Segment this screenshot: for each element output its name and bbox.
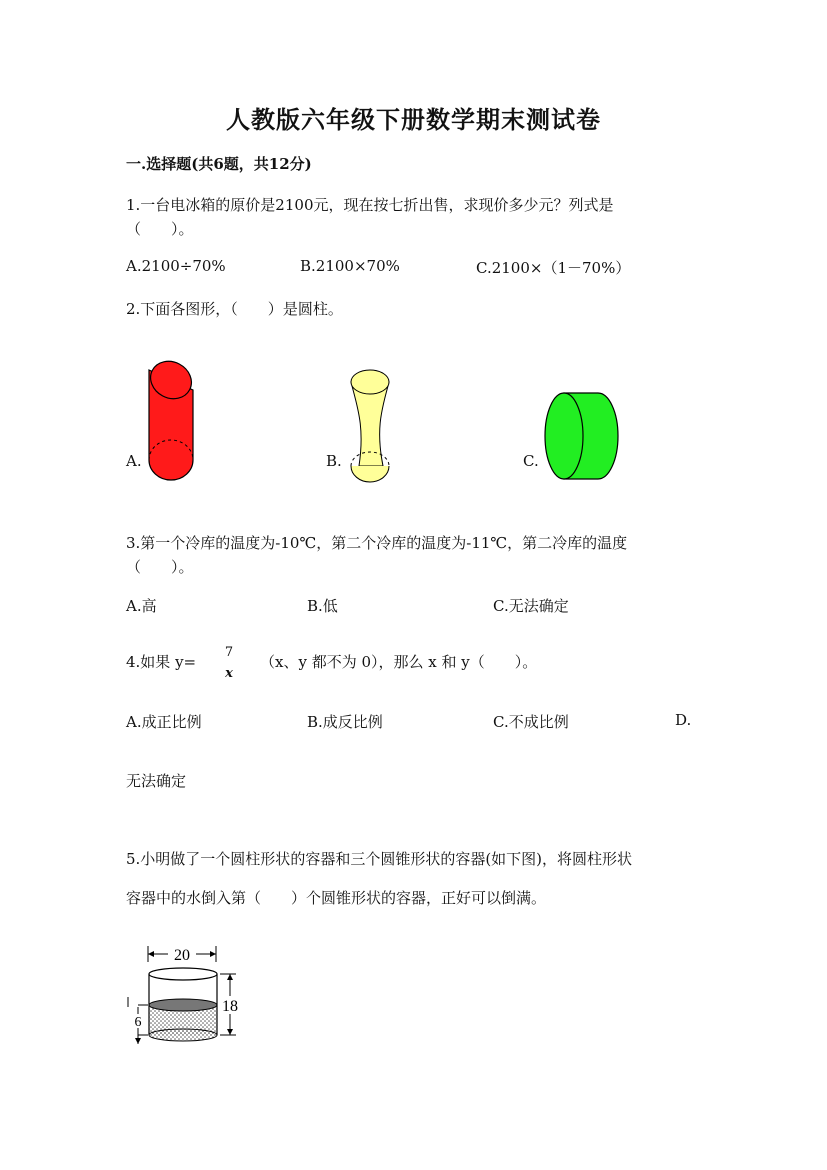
hourglass-shape-figure (345, 366, 395, 488)
q1-option-b: B.2100×70% (300, 257, 400, 275)
q4-prefix: 4.如果 y= (126, 653, 197, 671)
cylinder-container-figure (124, 940, 254, 1055)
q1-text: 1.一台电冰箱的原价是2100元，现在按七折出售，求现价多少元？列式是 (126, 196, 614, 214)
width-label: 20 (174, 947, 190, 964)
q2-option-b: B. (326, 452, 342, 470)
q2-option-c: C. (523, 452, 539, 470)
q4-option-a: A.成正比例 (126, 713, 202, 731)
q3-option-a: A.高 (126, 597, 157, 615)
q3-text: 3.第一个冷库的温度为-10℃，第二个冷库的温度为-11℃，第二冷库的温度 (126, 534, 628, 552)
q4-option-c: C.不成比例 (493, 713, 569, 731)
page-title: 人教版六年级下册数学期末测试卷 (226, 105, 601, 134)
water-height-label: 6 (134, 1015, 142, 1030)
q1-option-a: A.2100÷70% (126, 257, 226, 275)
q1-text-cont: （ ）。 (126, 220, 194, 238)
q1-option-c: C.2100×（1－70%） (476, 259, 631, 277)
q3-text-cont: （ ）。 (126, 558, 194, 576)
section-heading: 一.选择题(共6题，共12分) (126, 155, 312, 173)
fraction-numerator: 7 (224, 645, 234, 660)
q4-option-d-cont: 无法确定 (126, 772, 187, 790)
fraction-denominator: x (225, 666, 233, 681)
cylinder-figure (542, 390, 622, 482)
q4-option-b: B.成反比例 (307, 713, 383, 731)
q5-text-cont: 容器中的水倒入第（ ）个圆锥形状的容器，正好可以倒满。 (126, 889, 547, 907)
q5-text: 5.小明做了一个圆柱形状的容器和三个圆锥形状的容器(如下图)，将圆柱形状 (126, 850, 633, 868)
q3-option-c: C.无法确定 (493, 597, 569, 615)
q4-suffix: （x、y 都不为 0），那么 x 和 y（ ）。 (260, 653, 538, 671)
q3-option-b: B.低 (307, 597, 338, 615)
q2-text: 2.下面各图形，（ ）是圆柱。 (126, 300, 343, 318)
height-label: 18 (222, 998, 238, 1015)
slanted-cylinder-figure (145, 356, 200, 486)
q2-option-a: A. (126, 452, 142, 470)
q4-option-d: D. (675, 711, 692, 729)
fraction (222, 646, 236, 680)
